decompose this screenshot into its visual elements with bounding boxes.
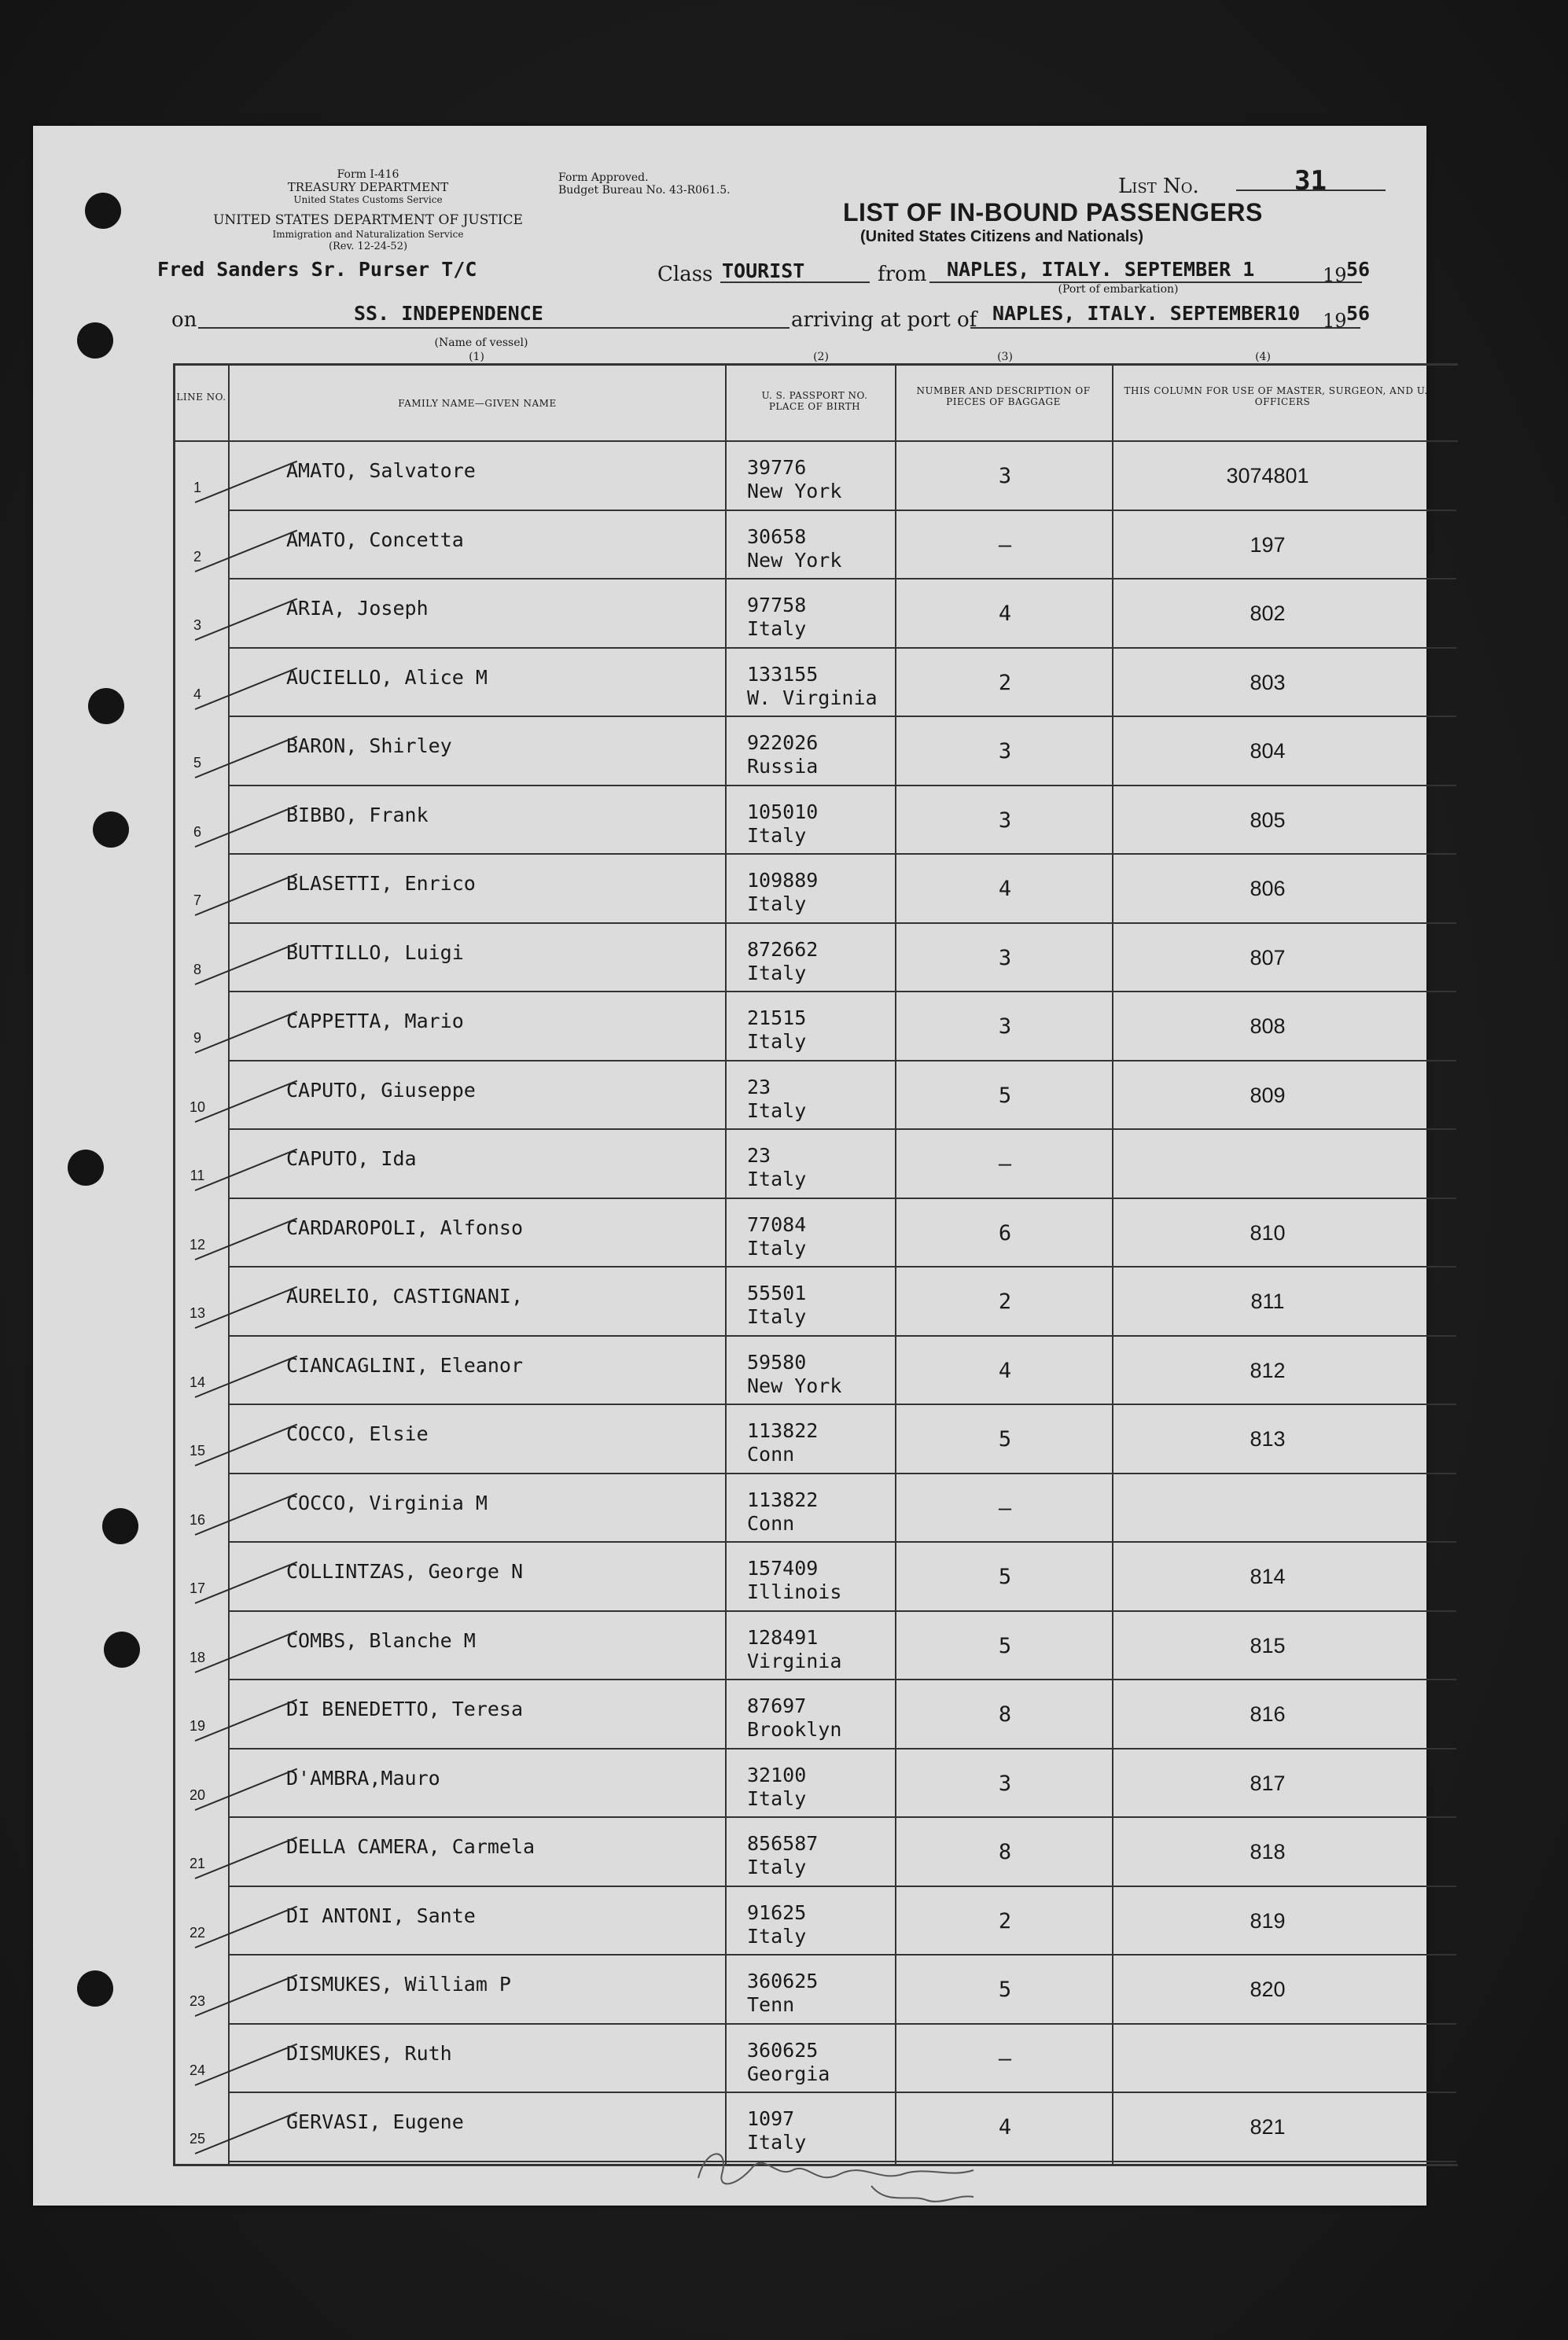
- column-header-line-no: LINE NO.: [176, 392, 226, 403]
- line-number: 6: [193, 823, 201, 840]
- baggage-count: 2: [998, 1908, 1012, 1933]
- place-of-birth: Italy: [747, 961, 807, 984]
- name-column-divider: [725, 363, 727, 2164]
- from-year: 56: [1346, 258, 1371, 281]
- passport-number: 1097: [747, 2107, 795, 2130]
- line-number: 5: [193, 755, 201, 771]
- passenger-list-page: [33, 126, 1441, 2206]
- line-number: 18: [189, 1649, 206, 1665]
- line-number: 15: [189, 1443, 206, 1459]
- baggage-count: 4: [998, 877, 1012, 901]
- place-of-birth: Italy: [747, 617, 807, 640]
- place-of-birth: Conn: [747, 1443, 795, 1466]
- baggage-count: 3: [998, 1771, 1012, 1796]
- passport-number: 23: [747, 1144, 771, 1167]
- passport-number: 133155: [747, 662, 819, 686]
- header-bottom-border: [173, 440, 1458, 442]
- line-number: 8: [193, 961, 201, 977]
- place-of-birth: Illinois: [747, 1580, 842, 1603]
- line-number: 22: [189, 1924, 206, 1941]
- officer-number: 3074801: [1226, 464, 1309, 488]
- passenger-name: DELLA CAMERA, Carmela: [286, 1835, 536, 1858]
- passenger-name: AMATO, Salvatore: [286, 459, 476, 482]
- punch-hole: [68, 1150, 104, 1186]
- passenger-name: BUTTILLO, Luigi: [286, 940, 464, 964]
- punch-hole: [85, 193, 121, 229]
- passenger-name: CIANCAGLINI, Eleanor: [286, 1353, 524, 1377]
- baggage-count: 3: [998, 739, 1012, 763]
- place-of-birth: Italy: [747, 1305, 807, 1328]
- place-of-birth: New York: [747, 1374, 842, 1397]
- baggage-count: –: [998, 1496, 1012, 1521]
- from-value: NAPLES, ITALY. SEPTEMBER 1: [947, 258, 1255, 281]
- officer-number: 803: [1250, 670, 1286, 694]
- officer-number: 818: [1250, 1840, 1286, 1864]
- column-header-officers: THIS COLUMN FOR USE OF MASTER, SURGEON, AND U. S. OFFICERS: [1124, 385, 1441, 407]
- passenger-name: ARIA, Joseph: [286, 597, 429, 620]
- passenger-name: COCCO, Virginia M: [286, 1491, 488, 1514]
- place-of-birth: New York: [747, 548, 842, 572]
- baggage-count: 5: [998, 1633, 1012, 1658]
- vessel-name: SS. INDEPENDENCE: [354, 302, 543, 325]
- place-of-birth: Russia: [747, 755, 819, 778]
- passenger-name: COLLINTZAS, George N: [286, 1560, 524, 1583]
- baggage-count: 5: [998, 1978, 1012, 2002]
- row-divider: [230, 1748, 1456, 1749]
- column-number-4: (4): [1255, 351, 1271, 363]
- place-of-birth: Italy: [747, 2131, 807, 2154]
- officer-number: 821: [1250, 2115, 1286, 2139]
- department-of-justice: UNITED STATES DEPARTMENT OF JUSTICE: [213, 212, 523, 228]
- officer-number: 814: [1250, 1565, 1286, 1588]
- passport-number: 23: [747, 1075, 771, 1098]
- punch-hole: [88, 688, 124, 724]
- officer-number: 809: [1250, 1083, 1286, 1107]
- punch-hole: [104, 1632, 140, 1668]
- place-of-birth: Italy: [747, 1168, 807, 1190]
- passport-number: 39776: [747, 456, 807, 479]
- row-divider: [230, 1954, 1456, 1956]
- row-divider: [230, 1198, 1456, 1199]
- class-label: Class: [657, 263, 713, 286]
- page-subtitle: (United States Citizens and Nationals): [860, 228, 1144, 245]
- officer-number: 805: [1250, 808, 1286, 832]
- arriving-label: arriving at port of: [791, 308, 977, 332]
- passenger-name: DI ANTONI, Sante: [286, 1904, 476, 1927]
- passenger-name: AURELIO, CASTIGNANI,: [286, 1285, 524, 1308]
- officer-number: 802: [1250, 602, 1286, 625]
- baggage-count: 5: [998, 1565, 1012, 1589]
- passport-number: 97758: [747, 594, 807, 616]
- line-number: 11: [190, 1168, 205, 1183]
- arriving-underline: [970, 327, 1360, 329]
- arriving-port: NAPLES, ITALY. SEPTEMBER10: [992, 302, 1301, 325]
- officer-number: 810: [1250, 1220, 1286, 1245]
- officer-number: 816: [1250, 1702, 1286, 1726]
- handwritten-scrawl: [690, 2131, 1036, 2209]
- baggage-count: 2: [998, 1290, 1012, 1314]
- place-of-birth: Italy: [747, 1786, 807, 1810]
- officer-number: 817: [1250, 1771, 1286, 1795]
- baggage-count: 5: [998, 1427, 1012, 1451]
- line-number: 12: [189, 1236, 206, 1253]
- arriving-year-prefix: 19: [1323, 310, 1347, 332]
- passport-number: 55501: [747, 1282, 807, 1304]
- list-no-value: 31: [1294, 165, 1327, 197]
- officer-number: 813: [1250, 1427, 1286, 1451]
- port-of-embarkation-caption: (Port of embarkation): [1058, 283, 1179, 296]
- budget-bureau: Budget Bureau No. 43-R061.5.: [558, 184, 731, 197]
- row-divider: [230, 1060, 1456, 1061]
- officer-number: 807: [1250, 945, 1286, 969]
- line-number: 7: [193, 892, 201, 908]
- list-no-label: List No.: [1118, 175, 1199, 198]
- row-divider: [230, 1886, 1456, 1887]
- row-divider: [230, 853, 1456, 855]
- baggage-count: 2: [998, 670, 1012, 695]
- place-of-birth: Italy: [747, 1030, 807, 1053]
- passenger-name: COCCO, Elsie: [286, 1422, 429, 1445]
- passenger-name: CAPUTO, Ida: [286, 1147, 417, 1170]
- passenger-name: BLASETTI, Enrico: [286, 872, 476, 895]
- table-left-border: [173, 363, 175, 2164]
- place-of-birth: Virginia: [747, 1649, 842, 1672]
- row-divider: [230, 991, 1456, 992]
- passenger-name: DISMUKES, William P: [286, 1973, 511, 1996]
- line-number: 1: [193, 480, 201, 495]
- passenger-name: BARON, Shirley: [286, 734, 452, 757]
- passport-number: 91625: [747, 1900, 807, 1924]
- place-of-birth: W. Virginia: [747, 686, 878, 709]
- from-year-prefix: 19: [1323, 264, 1347, 286]
- customs-service: United States Customs Service: [293, 194, 443, 205]
- baggage-count: 3: [998, 464, 1012, 488]
- passport-number: 360625: [747, 2038, 819, 2062]
- line-number: 16: [189, 1511, 206, 1528]
- officer-number: 815: [1250, 1633, 1286, 1658]
- row-divider: [230, 922, 1456, 924]
- officer-number: 806: [1250, 877, 1286, 900]
- line-number: 2: [193, 548, 201, 565]
- passport-number: 128491: [747, 1625, 819, 1649]
- officer-number: 812: [1250, 1358, 1286, 1382]
- page-title: LIST OF IN-BOUND PASSENGERS: [843, 198, 1263, 226]
- passport-number: 113822: [747, 1419, 819, 1442]
- place-of-birth: New York: [747, 480, 842, 502]
- place-of-birth: Brooklyn: [747, 1718, 842, 1741]
- baggage-count: –: [998, 2046, 1012, 2071]
- baggage-count: 4: [998, 2115, 1012, 2139]
- form-approved: Form Approved.: [558, 171, 649, 184]
- officer-number: 819: [1250, 1908, 1286, 1933]
- passport-number: 157409: [747, 1557, 819, 1580]
- row-divider: [230, 1266, 1456, 1268]
- passport-number: 113822: [747, 1488, 819, 1511]
- from-label: from: [878, 263, 927, 286]
- passport-number: 87697: [747, 1694, 807, 1717]
- arriving-year: 56: [1346, 302, 1371, 325]
- passport-number: 77084: [747, 1212, 807, 1236]
- officer-number: 808: [1250, 1014, 1286, 1038]
- passport-number: 872662: [747, 937, 819, 961]
- line-number: 3: [193, 617, 201, 633]
- baggage-count: 6: [998, 1220, 1012, 1245]
- row-divider: [230, 2092, 1456, 2093]
- row-divider: [230, 510, 1456, 511]
- vessel-underline: [198, 327, 790, 329]
- passenger-name: AUCIELLO, Alice M: [286, 665, 488, 689]
- row-divider: [230, 1679, 1456, 1680]
- baggage-count: 4: [998, 602, 1012, 626]
- line-number: 20: [189, 1786, 206, 1803]
- officer-number: 820: [1250, 1978, 1286, 2001]
- row-divider: [230, 1128, 1456, 1130]
- line-number: 25: [189, 2131, 206, 2147]
- line-no-column-divider: [228, 363, 230, 2164]
- passport-number: 30658: [747, 524, 807, 548]
- row-divider: [230, 647, 1456, 649]
- passport-number: 32100: [747, 1763, 807, 1786]
- passport-number: 360625: [747, 1970, 819, 1992]
- column-number-1: (1): [469, 351, 484, 363]
- passport-column-divider: [895, 363, 896, 2164]
- baggage-count: 3: [998, 808, 1012, 833]
- row-divider: [230, 1816, 1456, 1818]
- baggage-count: 8: [998, 1702, 1012, 1727]
- passenger-name: COMBS, Blanche M: [286, 1628, 476, 1652]
- line-number: 13: [189, 1305, 206, 1321]
- form-revision: (Rev. 12-24-52): [328, 241, 408, 252]
- punch-hole: [77, 322, 113, 359]
- passenger-name: AMATO, Concetta: [286, 528, 464, 551]
- passenger-name: DISMUKES, Ruth: [286, 2041, 452, 2065]
- on-label: on: [171, 308, 197, 332]
- line-number: 24: [189, 2062, 206, 2078]
- column-number-2: (2): [813, 351, 829, 363]
- line-number: 14: [189, 1374, 206, 1390]
- row-divider: [230, 716, 1456, 717]
- punch-hole: [77, 1970, 113, 2007]
- passport-number: 109889: [747, 869, 819, 892]
- line-number: 9: [193, 1030, 201, 1046]
- place-of-birth: Italy: [747, 1098, 807, 1122]
- row-divider: [230, 578, 1456, 579]
- place-of-birth: Italy: [747, 1236, 807, 1260]
- baggage-count: 5: [998, 1083, 1012, 1108]
- passenger-name: BIBBO, Frank: [286, 803, 429, 826]
- line-number: 19: [189, 1718, 206, 1734]
- passenger-name: CAPUTO, Giuseppe: [286, 1078, 476, 1102]
- row-divider: [230, 2023, 1456, 2025]
- passenger-name: GERVASI, Eugene: [286, 2110, 464, 2133]
- column-header-passport: U. S. PASSPORT NO. PLACE OF BIRTH: [761, 390, 868, 412]
- passenger-name: CAPPETTA, Mario: [286, 1010, 464, 1032]
- passenger-name: D'AMBRA,Mauro: [286, 1766, 440, 1790]
- baggage-count: 3: [998, 1014, 1012, 1039]
- punch-hole: [102, 1508, 138, 1544]
- officer-number: 197: [1250, 532, 1286, 557]
- column-header-name: FAMILY NAME—GIVEN NAME: [398, 398, 557, 409]
- punch-hole: [93, 811, 129, 848]
- baggage-count: 8: [998, 1840, 1012, 1864]
- place-of-birth: Italy: [747, 892, 807, 915]
- column-header-baggage: NUMBER AND DESCRIPTION OF PIECES OF BAGGAGE: [916, 385, 1091, 407]
- officer-number: 804: [1250, 739, 1286, 763]
- line-number: 10: [189, 1098, 206, 1115]
- passenger-name: CARDAROPOLI, Alfonso: [286, 1216, 524, 1239]
- baggage-count: –: [998, 532, 1012, 557]
- line-number: 21: [189, 1856, 206, 1871]
- baggage-count: –: [998, 1152, 1012, 1176]
- column-number-3: (3): [997, 351, 1013, 363]
- table-top-border: [173, 363, 1458, 366]
- passport-number: 59580: [747, 1350, 807, 1374]
- line-number: 17: [189, 1580, 206, 1596]
- passport-number: 856587: [747, 1832, 819, 1855]
- vessel-caption: (Name of vessel): [434, 337, 528, 349]
- place-of-birth: Italy: [747, 1924, 807, 1948]
- place-of-birth: Italy: [747, 1856, 807, 1878]
- baggage-count: 4: [998, 1358, 1012, 1383]
- baggage-count: 3: [998, 945, 1012, 970]
- row-divider: [230, 1610, 1456, 1612]
- row-divider: [230, 1335, 1456, 1337]
- place-of-birth: Italy: [747, 823, 807, 847]
- line-number: 23: [189, 1993, 206, 2009]
- treasury-department: TREASURY DEPARTMENT: [287, 180, 449, 194]
- class-value: TOURIST: [722, 259, 805, 282]
- passport-number: 21515: [747, 1006, 807, 1029]
- immigration-service: Immigration and Naturalization Service: [272, 229, 464, 240]
- baggage-column-divider: [1112, 363, 1113, 2164]
- row-divider: [230, 1473, 1456, 1474]
- officer-number: 811: [1250, 1290, 1285, 1313]
- form-number: Form I-416: [337, 168, 399, 181]
- passport-number: 105010: [747, 800, 819, 823]
- passenger-name: DI BENEDETTO, Teresa: [286, 1698, 524, 1720]
- passport-number: 922026: [747, 731, 819, 754]
- line-number: 4: [193, 686, 201, 702]
- purser-name: Fred Sanders Sr. Purser T/C: [157, 258, 477, 281]
- place-of-birth: Conn: [747, 1511, 795, 1535]
- row-divider: [230, 1404, 1456, 1405]
- row-divider: [230, 785, 1456, 786]
- place-of-birth: Tenn: [747, 1993, 795, 2016]
- place-of-birth: Georgia: [747, 2062, 830, 2085]
- row-divider: [230, 1541, 1456, 1543]
